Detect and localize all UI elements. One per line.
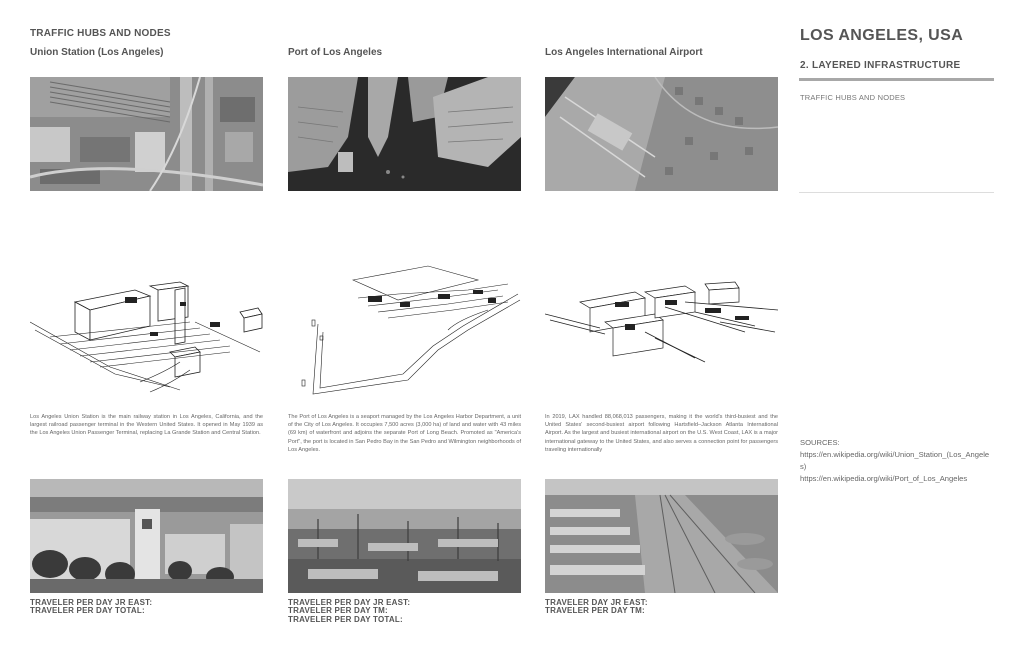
sources-label: SOURCES: — [800, 438, 840, 447]
lax-ground-photo — [545, 479, 778, 593]
source-link-union-station[interactable]: https://en.wikipedia.org/wiki/Union_Station_(Los_Angeles) — [800, 450, 990, 471]
subtitle-divider — [799, 78, 994, 81]
page-title: LOS ANGELES, USA — [800, 27, 964, 44]
sidebar-section-label: TRAFFIC HUBS AND NODES — [800, 93, 906, 102]
lax-stat-2: TRAVELER PER DAY TM: — [545, 606, 645, 616]
union-station-3d-drawing — [30, 262, 263, 412]
section-title: TRAFFIC HUBS AND NODES — [30, 28, 171, 39]
lax-description: In 2019, LAX handled 88,068,013 passengers, making it the world's third-busiest and the United States' second-busiest airport following Hartsfield–Jackson Atlanta International Airport. As the largest and busiest international airport on the U.S. West Coast, LAX is a major international gateway to the United States, and also serves a connection point for passengers traveling internationally — [545, 414, 778, 453]
port-ground-photo — [288, 479, 521, 593]
port-stat-1: TRAVELER PER DAY JR EAST: — [288, 598, 411, 607]
column-title-port: Port of Los Angeles — [288, 47, 383, 58]
port-stat-3: TRAVELER PER DAY TOTAL: — [288, 614, 403, 624]
column-title-union-station: Union Station (Los Angeles) — [30, 47, 164, 58]
port-stats — [288, 599, 410, 624]
union-station-stat-2: TRAVELER PER DAY TOTAL: — [30, 606, 145, 616]
lax-3d-drawing — [545, 262, 778, 412]
lax-stats — [545, 599, 648, 616]
union-station-stat-1: TRAVELER PER DAY JR EAST: — [30, 598, 153, 607]
port-description: The Port of Los Angeles is a seaport managed by the Los Angeles Harbor Department, a unit of the City of Los Angeles. It occupies 7,500 acres (3,000 ha) of land and water with 43 miles (69 km) of waterfront and adjoins the separate Port of Long Beach. Promoted as "America's Port", the port is located in San Pedro Bay in the San Pedro and Wilmington neighborhoods of Los Angeles. — [288, 414, 521, 453]
union-station-description: Los Angeles Union Station is the main railway station in Los Angeles, California, and the largest railroad passenger terminal in the Western United States. It opened in May 1939 as the Los Angeles Union Passenger Terminal, replacing La Grande Station and Central Station. — [30, 414, 263, 437]
page-subtitle: 2. LAYERED INFRASTRUCTURE — [800, 60, 961, 71]
column-title-lax: Los Angeles International Airport — [545, 47, 703, 58]
union-station-stats — [30, 599, 152, 616]
sidebar-divider — [799, 192, 994, 193]
source-link-port[interactable]: https://en.wikipedia.org/wiki/Port_of_Los_Angeles — [800, 474, 968, 483]
port-aerial-photo — [288, 77, 521, 191]
lax-stat-1: TRAVELER DAY JR EAST: — [545, 598, 648, 607]
sources-block — [800, 437, 990, 485]
port-3d-drawing — [288, 262, 521, 412]
port-stat-2: TRAVELER PER DAY TM: — [288, 606, 388, 616]
lax-aerial-photo — [545, 77, 778, 191]
union-station-aerial-photo — [30, 77, 263, 191]
union-station-ground-photo — [30, 479, 263, 593]
